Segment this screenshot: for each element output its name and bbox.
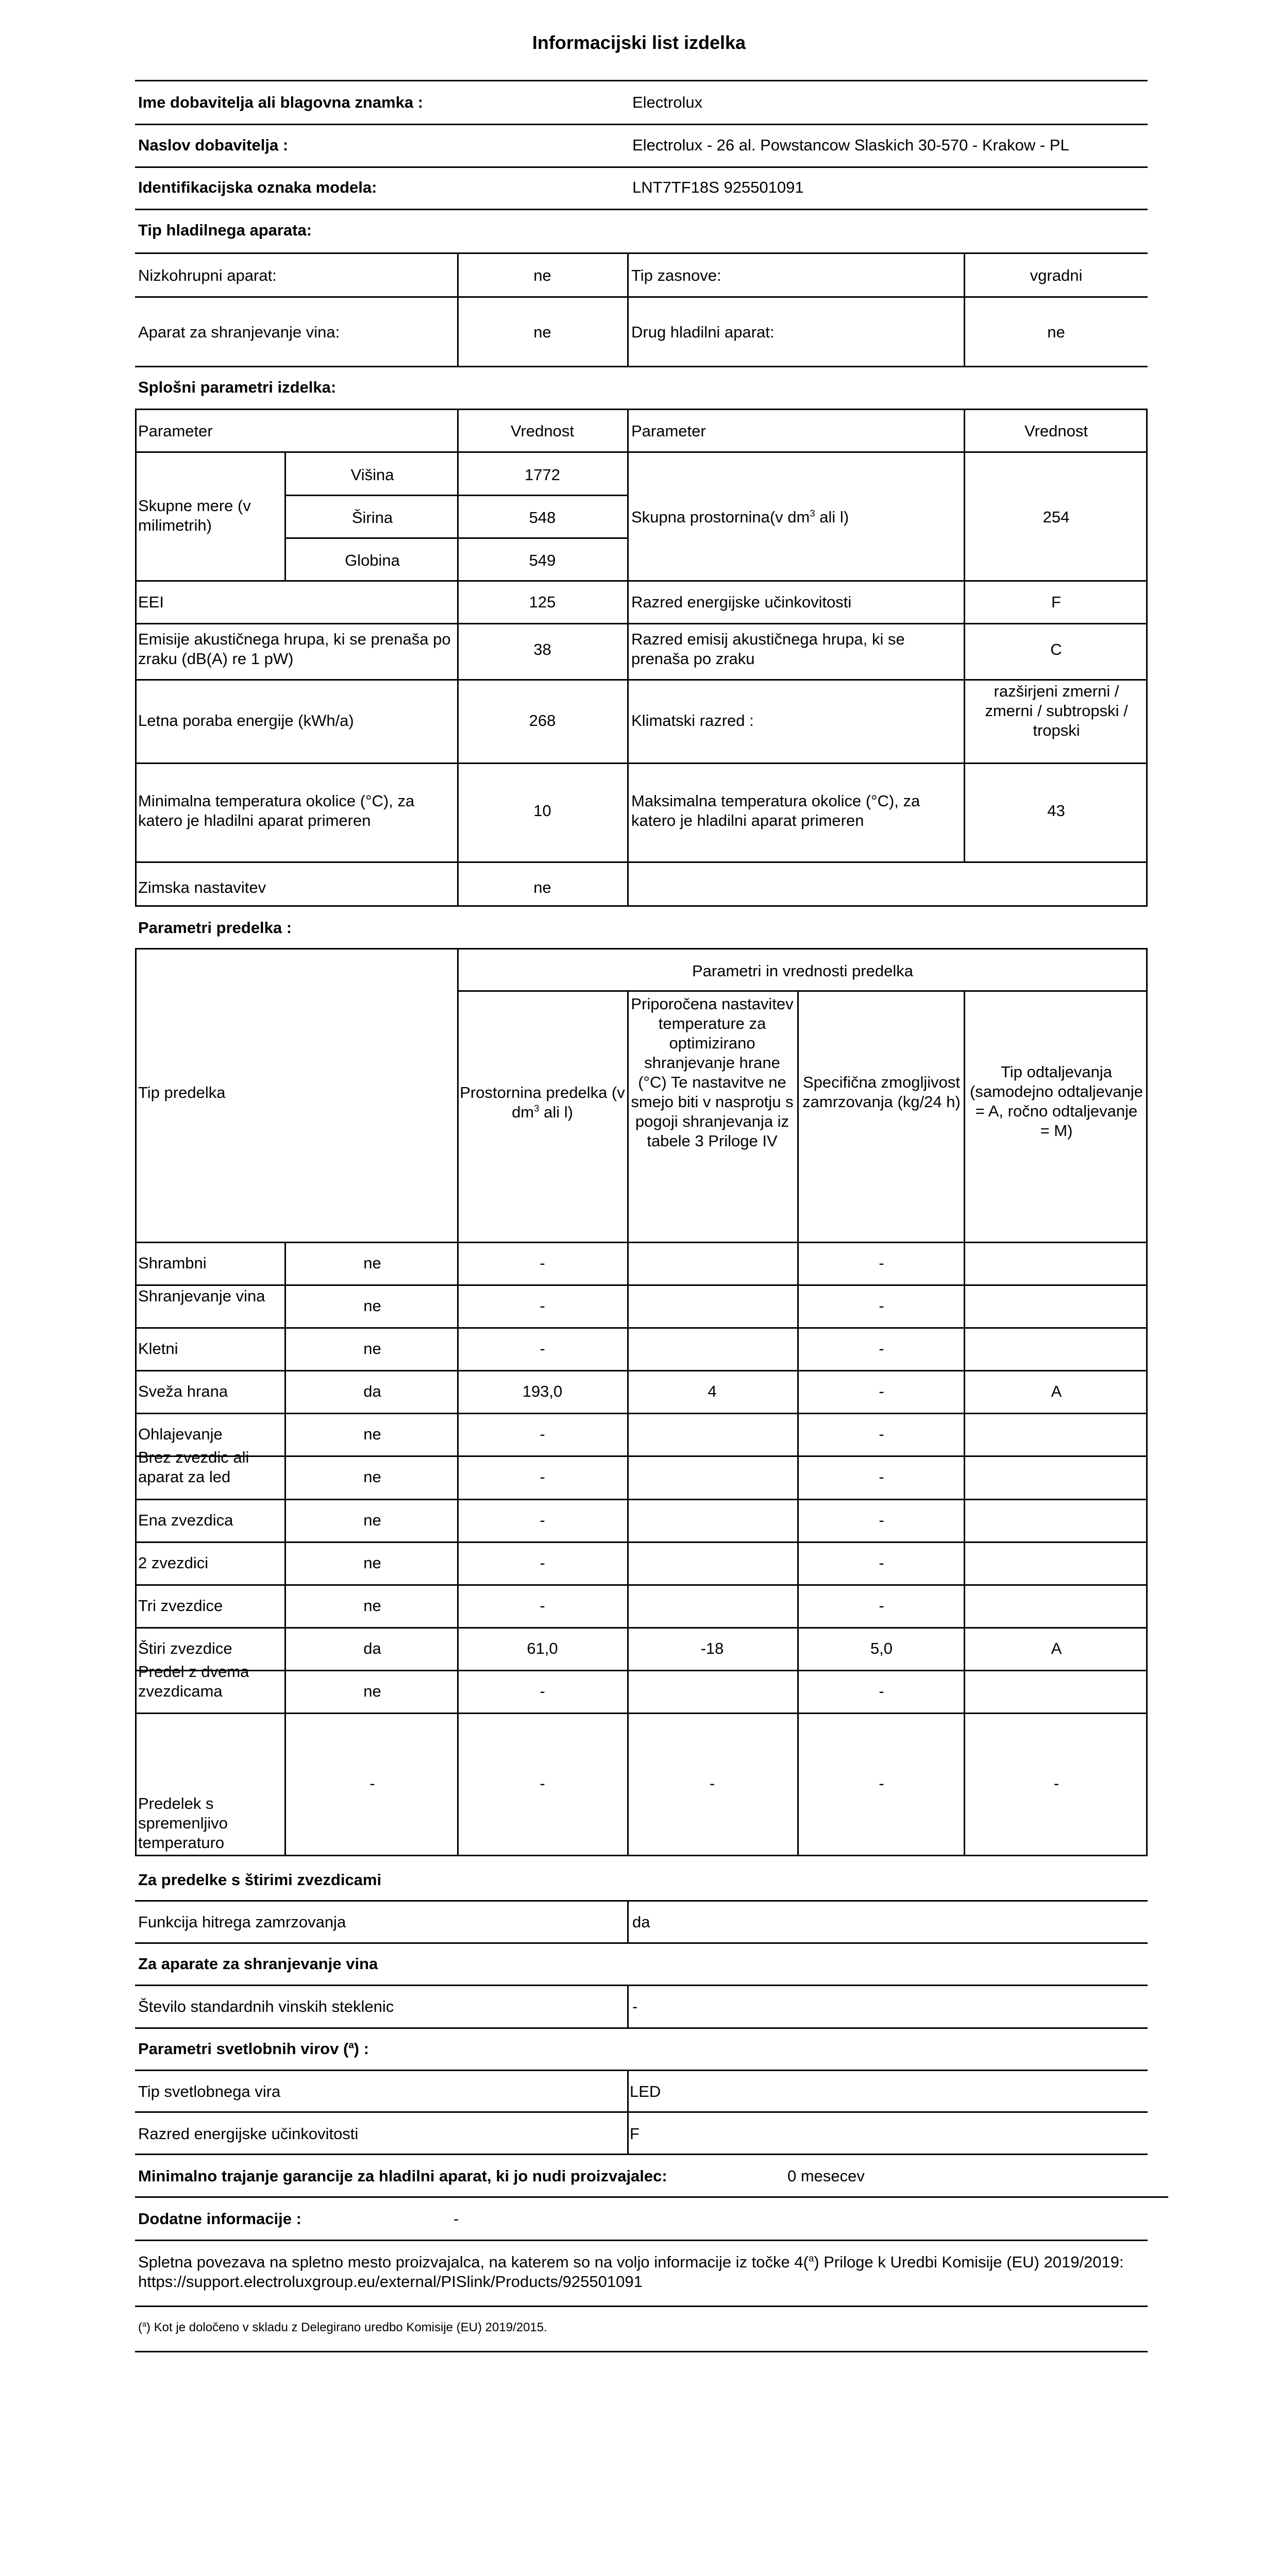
table-border [135,1584,1148,1586]
compartment-volume: 61,0 [527,1639,558,1657]
footnote: ($^a$) Kot je določeno v skladu z Delegirano uredbo Komisije (EU) 2019/2015. [138,2320,547,2334]
compartment-name: Ena zvezdica [138,1511,233,1529]
compartment-type-header: Tip predelka [138,1083,226,1101]
compartment-volume: - [540,1340,545,1358]
wine-heading: Za aparate za shranjevanje vina [138,1955,378,1973]
table-border [135,2070,1148,2071]
max-temp-value: 43 [1047,802,1065,820]
max-temp-label: Maksimalna temperatura okolice (°C), za katero je hladilni aparat primeren [631,792,920,829]
compartment-volume: - [540,1774,545,1792]
compartment-name: Predel z dvema zvezdicama [138,1663,249,1700]
table-border [627,990,629,1855]
compartment-volume: 193,0 [522,1382,563,1400]
table-border [627,2070,629,2154]
divider [135,2351,1148,2352]
table-border [135,409,1148,410]
table-border [135,679,1148,681]
compartment-present: ne [363,1682,381,1700]
table-border [284,451,286,580]
address-label: Naslov dobavitelja : [138,136,289,154]
col-value: Vrednost [511,422,574,440]
table-border [135,762,1148,764]
table-border [135,1242,1148,1243]
noise-class-label: Razred emisij akustičnega hrupa, ki se prenaša po zraku [631,630,905,668]
compartment-freeze-header: Specifična zmogljivost zamrzovanja (kg/24 h) [802,1073,961,1111]
divider [135,80,1148,81]
compartment-present: ne [363,1340,381,1358]
supplier-value: Electrolux [632,93,703,111]
compartments-heading: Parametri predelka : [138,919,292,937]
table-border [135,1942,1148,1944]
annual-consumption-label: Letna poraba energije (kWh/a) [138,711,354,730]
compartment-name: Kletni [138,1340,178,1358]
compartment-freeze: - [879,1382,884,1400]
wine-bottles-value: - [632,1997,638,2015]
compartment-temp: - [709,1774,715,1792]
compartment-group-header: Parametri in vrednosti predelka [692,962,914,980]
compartment-present: ne [363,1554,381,1572]
climate-class-value: razširjeni zmerni / zmerni / subtropski / tropski [985,682,1128,739]
table-border [457,409,459,905]
wine-bottles-label: Število standardnih vinskih steklenic [138,1997,394,2015]
compartment-name: Shranjevanje vina [138,1287,265,1305]
compartment-present: da [363,1639,381,1657]
divider [135,2306,1148,2307]
winter-setting-label: Zimska nastavitev [138,878,266,896]
compartment-freeze: - [879,1597,884,1615]
table-border [964,990,965,1855]
table-border [135,451,1148,453]
address-value: Electrolux - 26 al. Powstancow Slaskich 30-570 - Krakow - PL [632,136,1069,154]
table-border [627,409,629,905]
compartment-freeze: - [879,1340,884,1358]
depth-label: Globina [345,551,400,569]
compartment-present: ne [363,1468,381,1486]
compartment-volume: - [540,1254,545,1272]
model-label: Identifikacijska oznaka modela: [138,178,377,196]
appliance-type-heading: Tip hladilnega aparata: [138,221,312,239]
table-border [286,537,627,539]
table-border [135,1627,1148,1629]
table-border [135,409,137,905]
eei-value: 125 [529,593,556,611]
table-border [1146,409,1148,905]
compartment-freeze: - [879,1682,884,1700]
table-border [286,495,627,496]
quick-freeze-label: Funkcija hitrega zamrzovanja [138,1913,346,1931]
compartment-name: Tri zvezdice [138,1597,223,1615]
table-border [135,296,1148,298]
table-border [135,1327,1148,1329]
height-value: 1772 [525,466,560,484]
compartment-present: ne [363,1297,381,1315]
compartment-present: - [369,1774,375,1792]
energy-class-value: F [1051,593,1061,611]
table-border [135,1284,1148,1286]
compartment-name: Ohlajevanje [138,1425,223,1443]
compartment-temp: 4 [708,1382,717,1400]
divider [135,166,1148,168]
dimensions-label: Skupne mere (v milimetrih) [138,497,251,534]
compartment-freeze: - [879,1254,884,1272]
eei-label: EEI [138,593,164,611]
light-class-value: F [630,2125,640,2143]
warranty-label: Minimalno trajanje garancije za hladilni aparat, ki jo nudi proizvajalec: [138,2167,667,2185]
compartment-freeze: - [879,1468,884,1486]
winter-setting-value: ne [533,878,551,896]
light-type-label: Tip svetlobnega vira [138,2082,281,2100]
table-border [135,1855,1148,1856]
table-border [135,948,1148,950]
table-border [964,409,965,861]
table-border [135,1370,1148,1371]
compartment-volume: - [540,1511,545,1529]
compartment-name: Sveža hrana [138,1382,228,1400]
compartment-defrost: - [1053,1774,1060,1792]
table-border [1146,948,1148,1855]
compartment-freeze: - [879,1511,884,1529]
model-value: LNT7TF18S 925501091 [632,178,804,196]
table-border [135,2111,1148,2113]
table-border [135,1413,1148,1414]
compartment-present: ne [363,1425,381,1443]
warranty-value: 0 mesecev [787,2167,865,2185]
total-volume-value: 254 [1042,508,1070,526]
table-border [457,252,459,366]
noise-class-value: C [1050,640,1062,658]
energy-class-label: Razred energijske učinkovitosti [631,593,852,611]
other-appliance-value: ne [1047,323,1065,341]
compartment-freeze: - [879,1425,884,1443]
compartment-volume: - [540,1554,545,1572]
total-volume-label: Skupna prostornina(v $dm^3$ ali l) [631,507,849,526]
table-border [457,948,459,1855]
annual-consumption-value: 268 [529,711,556,730]
table-border [964,252,965,366]
table-border [135,1713,1148,1714]
climate-class-label: Klimatski razred : [631,711,754,730]
compartment-volume: - [540,1682,545,1700]
compartment-volume: - [540,1597,545,1615]
table-border [627,252,629,366]
page-title: Informacijski list izdelka [532,32,746,53]
low-noise-label: Nizkohrupni aparat: [138,266,277,284]
design-type-label: Tip zasnove: [631,266,721,284]
compartment-temp-header: Priporočena nastavitev temperature za optimizirano shranjevanje hrane (°C) Te nastavitve ne smejo biti v nasprotju s pogoji shranjevanja iz tabele 3 Priloge IV [631,995,794,1150]
width-value: 548 [529,509,556,527]
table-border [135,1541,1148,1543]
table-border [135,2154,1148,2155]
compartment-name: Štiri zvezdice [138,1639,232,1657]
compartment-present: ne [363,1254,381,1272]
compartment-volume: - [540,1297,545,1315]
compartment-volume: - [540,1468,545,1486]
width-label: Širina [351,509,393,527]
quick-freeze-value: da [632,1913,650,1931]
compartment-defrost: A [1051,1639,1062,1657]
min-temp-value: 10 [533,802,551,820]
compartment-name: 2 zvezdici [138,1554,209,1572]
compartment-freeze: - [879,1774,884,1792]
compartment-defrost-header: Tip odtaljevanja (samodejno odtaljevanje = A, ročno odtaljevanje = M) [969,1063,1144,1140]
weblink-text: Spletna povezava na spletno mesto proizvajalca, na katerem so na voljo informacije iz točke 4($^a$) Priloge k Uredbi Komisije (EU) 2019/2019: https://support.electroluxgroup.eu/external/PISlink/Products/925501091 [138,2252,1124,2291]
noise-value: 38 [533,640,551,658]
divider [135,2240,1148,2241]
compartment-present: da [363,1382,381,1400]
compartment-freeze: 5,0 [870,1639,893,1657]
table-border [135,861,1148,863]
low-noise-value: ne [533,266,551,284]
light-heading: Parametri svetlobnih virov ($^a$) : [138,2039,369,2058]
table-border [135,623,1148,624]
table-border [627,1985,629,2027]
compartment-volume: - [540,1425,545,1443]
other-appliance-label: Drug hladilni aparat: [631,323,775,341]
light-class-label: Razred energijske učinkovitosti [138,2125,359,2143]
additional-info-label: Dodatne informacije : [138,2210,301,2228]
compartment-freeze: - [879,1554,884,1572]
light-type-value: LED [630,2082,661,2100]
divider [135,2196,1168,2198]
compartment-name: Brez zvezdic ali aparat za led [138,1448,249,1486]
table-border [457,990,1148,992]
supplier-label: Ime dobavitelja ali blagovna znamka : [138,93,424,111]
table-border [135,1900,1148,1902]
table-border [135,905,1148,907]
divider [135,209,1148,210]
additional-info-value: - [453,2210,459,2228]
compartment-present: ne [363,1597,381,1615]
table-border [135,948,137,1855]
compartment-name: Predelek s spremenljivo temperaturo [138,1794,228,1852]
noise-label: Emisije akustičnega hrupa, ki se prenaša po zraku (dB(A) re 1 pW) [138,630,451,668]
compartment-volume-header: Prostornina predelka (v $dm^3$ ali l) [460,1083,625,1121]
general-heading: Splošni parametri izdelka: [138,378,337,396]
table-border [627,1900,629,1942]
wine-appliance-label: Aparat za shranjevanje vina: [138,323,340,341]
wine-appliance-value: ne [533,323,551,341]
col-value-2: Vrednost [1024,422,1088,440]
compartment-freeze: - [879,1297,884,1315]
table-border [135,1455,1148,1457]
divider [135,124,1148,125]
min-temp-label: Minimalna temperatura okolice (°C), za katero je hladilni aparat primeren [138,792,415,829]
table-border [797,990,799,1855]
compartment-defrost: A [1051,1382,1062,1400]
compartment-present: ne [363,1511,381,1529]
table-border [135,1985,1148,1986]
table-border [135,252,1148,254]
compartment-temp: -18 [700,1639,724,1657]
table-border [135,366,1148,367]
table-border [135,2027,1148,2029]
height-label: Višina [350,466,394,484]
col-parameter: Parameter [138,422,213,440]
four-star-heading: Za predelke s štirimi zvezdicami [138,1871,382,1889]
table-border [135,1499,1148,1500]
col-parameter-2: Parameter [631,422,706,440]
depth-value: 549 [529,551,556,569]
table-border [135,1670,1148,1671]
table-border [135,580,1148,582]
design-type-value: vgradni [1030,266,1083,284]
table-border [284,1242,286,1855]
compartment-name: Shrambni [138,1254,207,1272]
